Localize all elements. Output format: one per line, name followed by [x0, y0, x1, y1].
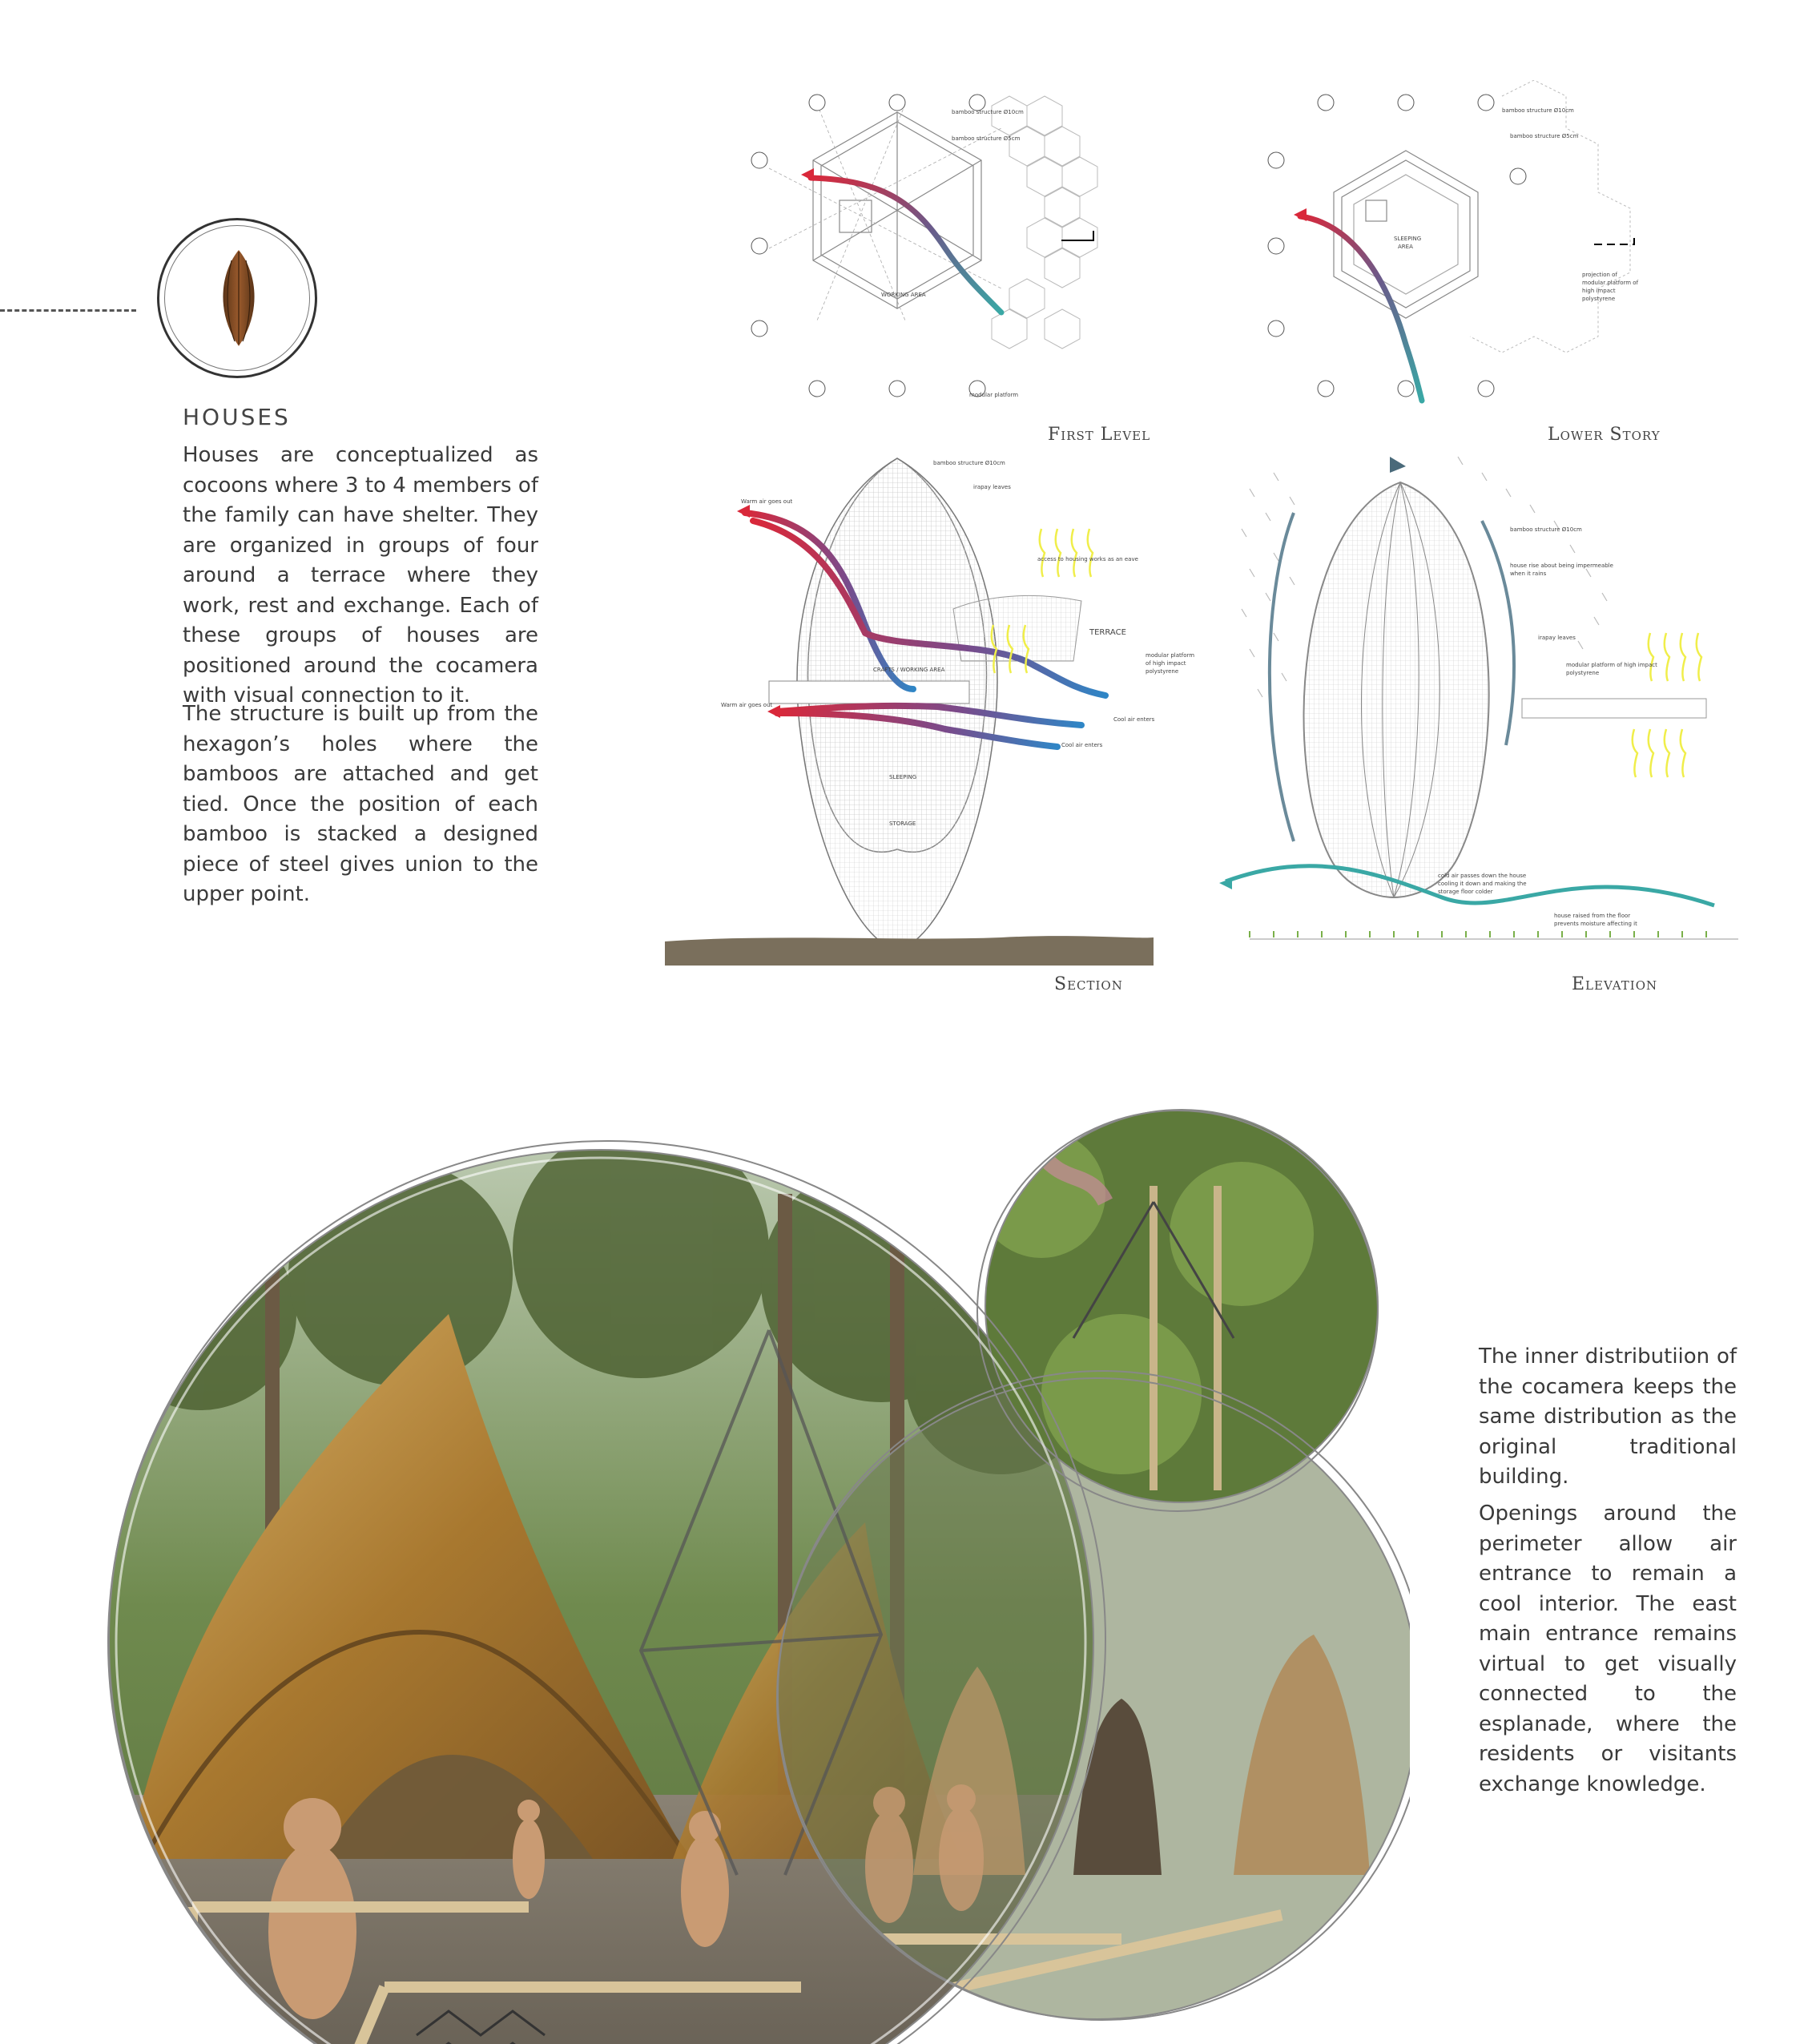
svg-text:bamboo structure Ø5cm: bamboo structure Ø5cm [1510, 133, 1579, 139]
section-drawing [657, 449, 1210, 978]
section-heading: HOUSES [183, 404, 291, 430]
svg-text:modular platform: modular platform [1146, 652, 1195, 659]
svg-text:house rise about being imperme: house rise about being impermeable [1510, 562, 1613, 569]
dashed-connector-line [0, 309, 136, 312]
svg-text:polystyrene: polystyrene [1566, 670, 1600, 676]
svg-text:polystyrene: polystyrene [1582, 296, 1616, 302]
svg-text:irapay leaves: irapay leaves [973, 484, 1011, 490]
elevation-drawing [1218, 425, 1746, 962]
openings-description-text: Openings around the perimeter allow air entrance to remain a cool interior. The east main entrance remains virtual to get visually connected to the esplanade, where the residents or visitants exchange knowledge. [1479, 1502, 1737, 1796]
lower-story-label: Lower Story [1548, 425, 1661, 445]
svg-text:cold air passes down the house: cold air passes down the house [1438, 873, 1527, 879]
svg-text:STORAGE: STORAGE [889, 820, 916, 827]
svg-text:of high impact: of high impact [1146, 660, 1186, 667]
first-level-label: First Level [1048, 425, 1151, 445]
svg-text:bamboo structure Ø10cm: bamboo structure Ø10cm [1510, 526, 1582, 533]
svg-text:Cool air enters: Cool air enters [1061, 742, 1103, 748]
svg-text:WORKING AREA: WORKING AREA [881, 292, 926, 298]
svg-text:high impact: high impact [1582, 288, 1616, 294]
elevation-label: Elevation [1572, 974, 1658, 994]
svg-text:SLEEPING: SLEEPING [889, 774, 917, 780]
section-label: Section [1054, 974, 1123, 994]
svg-text:bamboo structure Ø5cm: bamboo structure Ø5cm [952, 135, 1021, 142]
lower-story-plan-drawing [1246, 80, 1662, 417]
cocoon-icon-badge [157, 218, 317, 378]
svg-text:TERRACE: TERRACE [1089, 628, 1126, 637]
svg-text:Cool air enters: Cool air enters [1113, 716, 1155, 723]
svg-text:bamboo structure Ø10cm: bamboo structure Ø10cm [952, 109, 1024, 115]
svg-text:projection of: projection of [1582, 272, 1617, 278]
first-level-plan-drawing [737, 80, 1146, 417]
svg-text:bamboo structure Ø10cm: bamboo structure Ø10cm [1502, 107, 1574, 114]
structure-description: The structure is built up from the hexagon’s holes where the bamboos are attached and get tied. Once the position of each bamboo is stacked a designed piece of steel gives union to the upper point. [183, 702, 538, 906]
cocoon-seed-icon [215, 248, 262, 348]
svg-text:Warm air goes out: Warm air goes out [741, 498, 793, 505]
svg-text:cooling it down and making the: cooling it down and making the [1438, 881, 1527, 887]
svg-text:when it rains: when it rains [1510, 570, 1547, 577]
svg-text:irapay leaves: irapay leaves [1538, 635, 1576, 641]
svg-text:prevents moisture affecting it: prevents moisture affecting it [1554, 921, 1637, 927]
svg-text:SLEEPING: SLEEPING [1394, 236, 1422, 242]
svg-text:CRAFTS / WORKING AREA: CRAFTS / WORKING AREA [873, 667, 945, 673]
svg-text:AREA: AREA [1398, 244, 1413, 250]
svg-text:access to housing works as an: access to housing works as an eave [1037, 556, 1138, 562]
svg-text:polystyrene: polystyrene [1146, 668, 1179, 675]
svg-text:modular platform of high impac: modular platform of high impact [1566, 662, 1657, 668]
svg-text:Warm air goes out: Warm air goes out [721, 702, 773, 708]
svg-text:modular platform: modular platform [969, 392, 1019, 398]
svg-text:storage floor colder: storage floor colder [1438, 889, 1493, 895]
rendered-village-photo-collage [80, 1074, 1410, 2044]
svg-text:modular platform of: modular platform of [1582, 280, 1639, 286]
svg-text:house raised from the floor: house raised from the floor [1554, 913, 1631, 919]
houses-description: Houses are conceptualized as cocoons where 3 to 4 members of the family can have shelter. They are organized in groups of four around a terrace where they work, rest and exchange. Each of these groups of houses are positioned around the cocamera with visual connection to it. [183, 443, 538, 708]
svg-text:bamboo structure Ø10cm: bamboo structure Ø10cm [933, 460, 1005, 466]
cocamera-distribution-text: The inner distributiion of the cocamera keeps the same distribution as the original traditional building. [1479, 1345, 1737, 1489]
